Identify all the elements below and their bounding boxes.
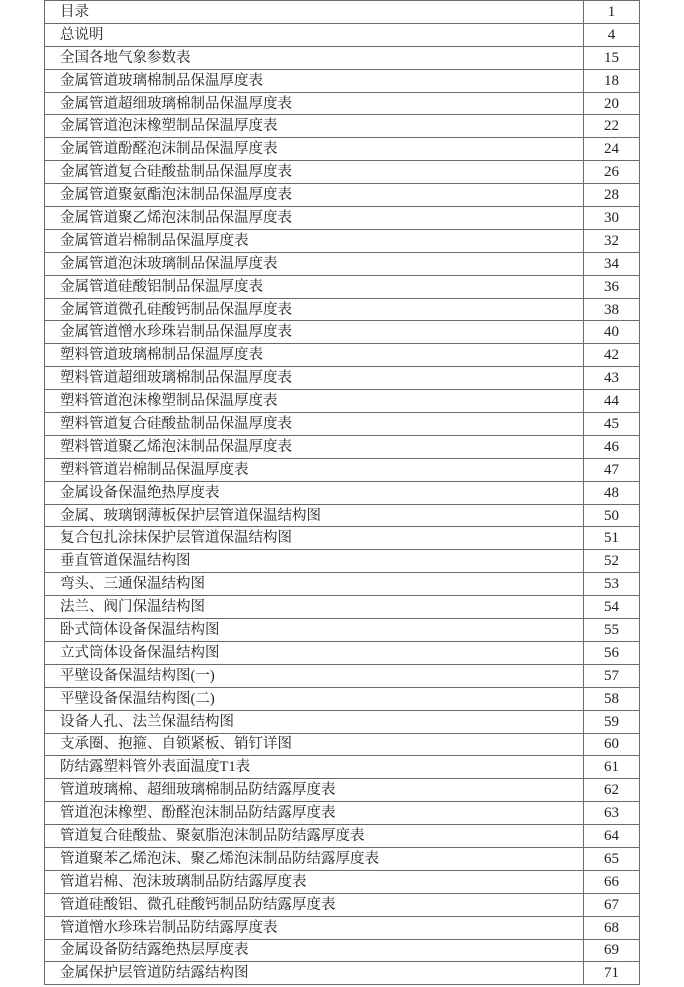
toc-row bbox=[45, 207, 640, 230]
toc-row bbox=[45, 756, 640, 779]
toc-row bbox=[45, 413, 640, 436]
toc-entry-page: 61 bbox=[584, 756, 640, 779]
toc-entry-title: 金属保护层管道防结露结构图 bbox=[45, 962, 584, 985]
toc-entry-title: 金属管道微孔硅酸钙制品保温厚度表 bbox=[45, 298, 584, 321]
toc-entry-page: 22 bbox=[584, 115, 640, 138]
toc-row bbox=[45, 779, 640, 802]
toc-entry-title: 金属管道复合硅酸盐制品保温厚度表 bbox=[45, 161, 584, 184]
toc-entry-title: 目录 bbox=[45, 1, 584, 24]
toc-row bbox=[45, 69, 640, 92]
toc-row bbox=[45, 893, 640, 916]
toc-entry-page: 46 bbox=[584, 435, 640, 458]
toc-row bbox=[45, 458, 640, 481]
toc-entry-title: 管道岩棉、泡沫玻璃制品防结露厚度表 bbox=[45, 870, 584, 893]
toc-entry-page: 71 bbox=[584, 962, 640, 985]
toc-entry-title: 金属管道憎水珍珠岩制品保温厚度表 bbox=[45, 321, 584, 344]
toc-entry-title: 设备人孔、法兰保温结构图 bbox=[45, 710, 584, 733]
toc-entry-title: 塑料管道玻璃棉制品保温厚度表 bbox=[45, 344, 584, 367]
toc-row bbox=[45, 619, 640, 642]
toc-entry-page: 55 bbox=[584, 619, 640, 642]
toc-entry-title: 垂直管道保温结构图 bbox=[45, 550, 584, 573]
toc-row bbox=[45, 390, 640, 413]
toc-row bbox=[45, 710, 640, 733]
toc-entry-title: 金属管道泡沫橡塑制品保温厚度表 bbox=[45, 115, 584, 138]
toc-entry-title: 总说明 bbox=[45, 23, 584, 46]
toc-entry-title: 全国各地气象参数表 bbox=[45, 46, 584, 69]
toc-entry-title: 金属管道泡沫玻璃制品保温厚度表 bbox=[45, 252, 584, 275]
toc-row bbox=[45, 298, 640, 321]
toc-row bbox=[45, 275, 640, 298]
toc-entry-title: 管道憎水珍珠岩制品防结露厚度表 bbox=[45, 916, 584, 939]
toc-row bbox=[45, 115, 640, 138]
toc-row bbox=[45, 573, 640, 596]
toc-entry-title: 金属管道酚醛泡沫制品保温厚度表 bbox=[45, 138, 584, 161]
toc-row bbox=[45, 344, 640, 367]
toc-entry-title: 塑料管道岩棉制品保温厚度表 bbox=[45, 458, 584, 481]
toc-row bbox=[45, 596, 640, 619]
toc-entry-page: 20 bbox=[584, 92, 640, 115]
toc-entry-page: 18 bbox=[584, 69, 640, 92]
toc-entry-title: 卧式筒体设备保温结构图 bbox=[45, 619, 584, 642]
toc-entry-title: 金属、玻璃钢薄板保护层管道保温结构图 bbox=[45, 504, 584, 527]
toc-entry-title: 管道复合硅酸盐、聚氨脂泡沫制品防结露厚度表 bbox=[45, 825, 584, 848]
toc-entry-page: 59 bbox=[584, 710, 640, 733]
table-of-contents bbox=[44, 0, 640, 985]
toc-row bbox=[45, 184, 640, 207]
toc-entry-title: 支承圈、抱箍、自锁紧板、销钉详图 bbox=[45, 733, 584, 756]
toc-entry-title: 塑料管道泡沫橡塑制品保温厚度表 bbox=[45, 390, 584, 413]
toc-entry-title: 平壁设备保温结构图(二) bbox=[45, 687, 584, 710]
toc-row bbox=[45, 504, 640, 527]
toc-entry-title: 立式筒体设备保温结构图 bbox=[45, 641, 584, 664]
toc-entry-page: 28 bbox=[584, 184, 640, 207]
toc-entry-page: 57 bbox=[584, 664, 640, 687]
toc-row bbox=[45, 46, 640, 69]
toc-entry-page: 48 bbox=[584, 481, 640, 504]
toc-entry-page: 58 bbox=[584, 687, 640, 710]
toc-entry-title: 管道玻璃棉、超细玻璃棉制品防结露厚度表 bbox=[45, 779, 584, 802]
toc-row bbox=[45, 641, 640, 664]
toc-entry-page: 47 bbox=[584, 458, 640, 481]
toc-entry-title: 管道泡沫橡塑、酚醛泡沫制品防结露厚度表 bbox=[45, 802, 584, 825]
toc-entry-page: 30 bbox=[584, 207, 640, 230]
toc-entry-page: 69 bbox=[584, 939, 640, 962]
toc-entry-page: 62 bbox=[584, 779, 640, 802]
toc-row bbox=[45, 733, 640, 756]
toc-entry-title: 防结露塑料管外表面温度T1表 bbox=[45, 756, 584, 779]
toc-row bbox=[45, 870, 640, 893]
toc-entry-page: 43 bbox=[584, 367, 640, 390]
toc-entry-page: 64 bbox=[584, 825, 640, 848]
toc-row bbox=[45, 847, 640, 870]
toc-entry-title: 金属管道玻璃棉制品保温厚度表 bbox=[45, 69, 584, 92]
toc-entry-page: 60 bbox=[584, 733, 640, 756]
toc-row bbox=[45, 435, 640, 458]
toc-entry-page: 38 bbox=[584, 298, 640, 321]
toc-row bbox=[45, 962, 640, 985]
toc-entry-page: 65 bbox=[584, 847, 640, 870]
toc-entry-page: 1 bbox=[584, 1, 640, 24]
toc-entry-page: 52 bbox=[584, 550, 640, 573]
toc-row bbox=[45, 161, 640, 184]
toc-entry-page: 51 bbox=[584, 527, 640, 550]
toc-row bbox=[45, 825, 640, 848]
toc-entry-page: 34 bbox=[584, 252, 640, 275]
toc-row bbox=[45, 138, 640, 161]
toc-row bbox=[45, 916, 640, 939]
toc-entry-title: 金属管道岩棉制品保温厚度表 bbox=[45, 229, 584, 252]
toc-row bbox=[45, 252, 640, 275]
toc-entry-page: 36 bbox=[584, 275, 640, 298]
toc-row bbox=[45, 939, 640, 962]
toc-row bbox=[45, 229, 640, 252]
toc-entry-title: 金属管道聚乙烯泡沫制品保温厚度表 bbox=[45, 207, 584, 230]
toc-entry-title: 金属管道聚氨酯泡沫制品保温厚度表 bbox=[45, 184, 584, 207]
toc-entry-page: 63 bbox=[584, 802, 640, 825]
toc-entry-page: 45 bbox=[584, 413, 640, 436]
toc-entry-page: 42 bbox=[584, 344, 640, 367]
toc-row bbox=[45, 367, 640, 390]
toc-entry-page: 15 bbox=[584, 46, 640, 69]
toc-entry-page: 40 bbox=[584, 321, 640, 344]
toc-entry-title: 金属管道超细玻璃棉制品保温厚度表 bbox=[45, 92, 584, 115]
toc-entry-page: 66 bbox=[584, 870, 640, 893]
toc-entry-title: 金属管道硅酸铝制品保温厚度表 bbox=[45, 275, 584, 298]
toc-entry-title: 塑料管道复合硅酸盐制品保温厚度表 bbox=[45, 413, 584, 436]
toc-entry-page: 67 bbox=[584, 893, 640, 916]
toc-entry-title: 法兰、阀门保温结构图 bbox=[45, 596, 584, 619]
toc-entry-title: 塑料管道超细玻璃棉制品保温厚度表 bbox=[45, 367, 584, 390]
toc-entry-title: 管道聚苯乙烯泡沫、聚乙烯泡沫制品防结露厚度表 bbox=[45, 847, 584, 870]
toc-entry-page: 32 bbox=[584, 229, 640, 252]
toc-body bbox=[45, 1, 640, 985]
toc-entry-page: 44 bbox=[584, 390, 640, 413]
toc-entry-title: 塑料管道聚乙烯泡沫制品保温厚度表 bbox=[45, 435, 584, 458]
toc-entry-page: 26 bbox=[584, 161, 640, 184]
toc-entry-page: 4 bbox=[584, 23, 640, 46]
toc-entry-page: 53 bbox=[584, 573, 640, 596]
toc-row bbox=[45, 23, 640, 46]
toc-row bbox=[45, 550, 640, 573]
toc-entry-title: 金属设备保温绝热厚度表 bbox=[45, 481, 584, 504]
toc-row bbox=[45, 664, 640, 687]
toc-row bbox=[45, 92, 640, 115]
toc-row bbox=[45, 481, 640, 504]
toc-entry-title: 金属设备防结露绝热层厚度表 bbox=[45, 939, 584, 962]
toc-row bbox=[45, 1, 640, 24]
toc-row bbox=[45, 802, 640, 825]
toc-entry-title: 复合包扎涂抹保护层管道保温结构图 bbox=[45, 527, 584, 550]
toc-entry-page: 56 bbox=[584, 641, 640, 664]
toc-entry-page: 68 bbox=[584, 916, 640, 939]
toc-entry-page: 24 bbox=[584, 138, 640, 161]
toc-entry-page: 50 bbox=[584, 504, 640, 527]
toc-entry-title: 平壁设备保温结构图(一) bbox=[45, 664, 584, 687]
toc-row bbox=[45, 687, 640, 710]
toc-entry-title: 管道硅酸铝、微孔硅酸钙制品防结露厚度表 bbox=[45, 893, 584, 916]
toc-entry-page: 54 bbox=[584, 596, 640, 619]
toc-row bbox=[45, 321, 640, 344]
toc-row bbox=[45, 527, 640, 550]
toc-entry-title: 弯头、三通保温结构图 bbox=[45, 573, 584, 596]
